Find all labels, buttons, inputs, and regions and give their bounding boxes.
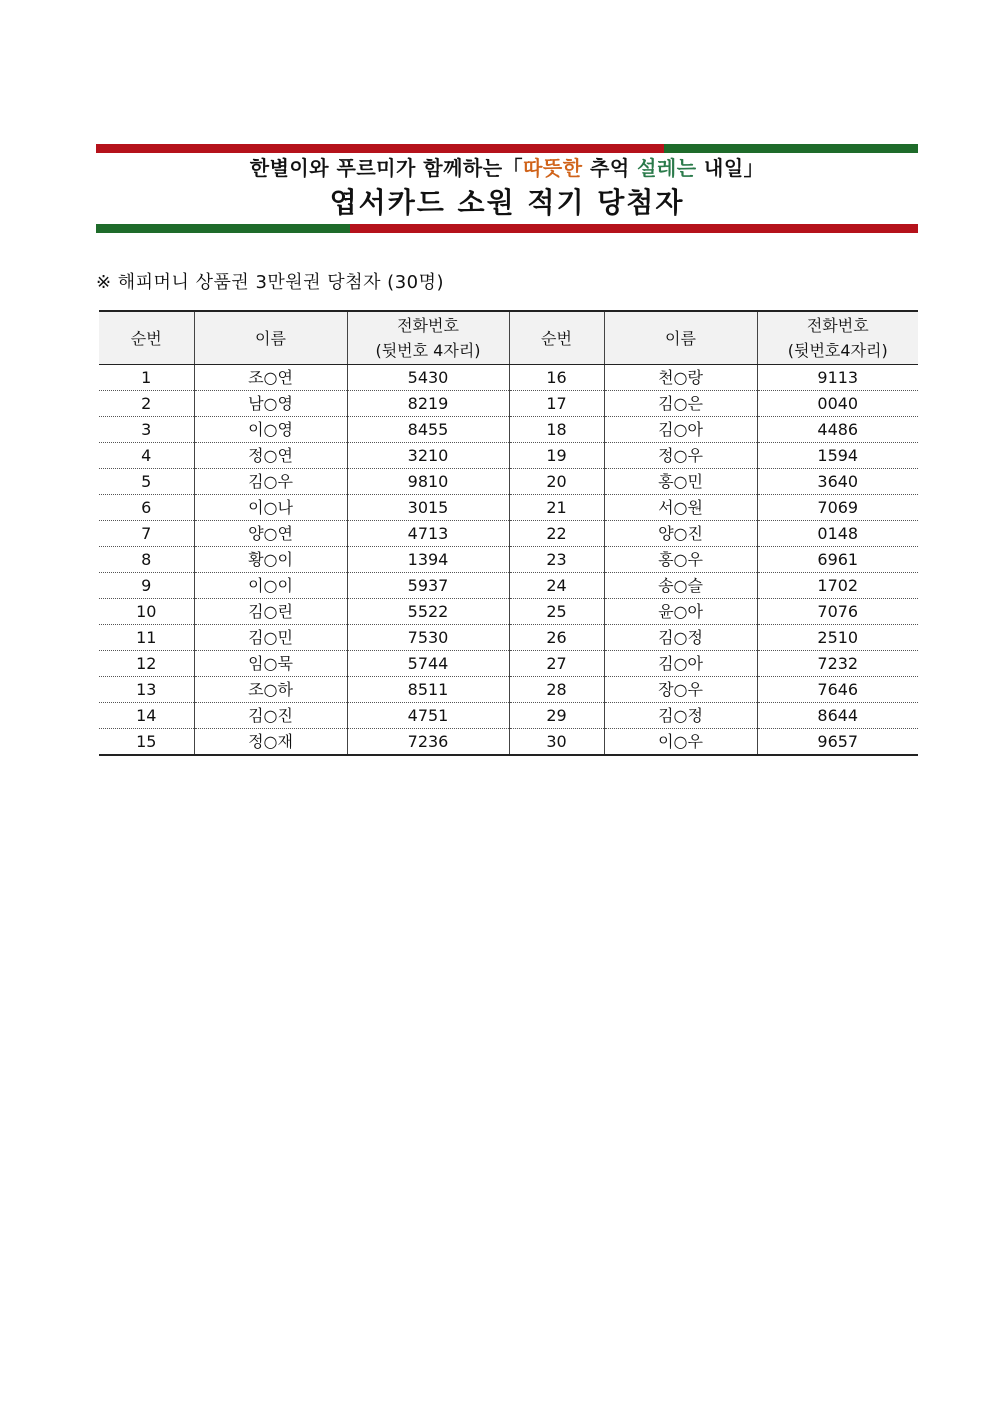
- winners-table-body: [99, 365, 918, 756]
- top-bar-red: [96, 144, 664, 153]
- name-cell: 홍○우: [604, 547, 757, 573]
- table-header-row: [99, 311, 918, 365]
- name-cell: 정○연: [194, 443, 347, 469]
- phone-cell: 7069: [757, 495, 918, 521]
- phone-cell: 3210: [347, 443, 509, 469]
- seq-cell: 29: [509, 703, 604, 729]
- name-cell: 김○정: [604, 625, 757, 651]
- name-cell: 김○진: [194, 703, 347, 729]
- phone-cell: 7236: [347, 729, 509, 756]
- name-cell: 김○은: [604, 391, 757, 417]
- name-cell: 송○슬: [604, 573, 757, 599]
- table-row: [99, 677, 918, 703]
- seq-cell: 15: [99, 729, 194, 756]
- seq-cell: 20: [509, 469, 604, 495]
- table-row: [99, 703, 918, 729]
- phone-cell: 8644: [757, 703, 918, 729]
- seq-cell: 7: [99, 521, 194, 547]
- seq-cell: 2: [99, 391, 194, 417]
- phone-cell: 5937: [347, 573, 509, 599]
- header-phone-line1: 전화번호: [397, 316, 459, 335]
- name-cell: 양○진: [604, 521, 757, 547]
- title-prefix: 한별이와 푸르미가 함께하는「: [249, 156, 524, 180]
- seq-cell: 4: [99, 443, 194, 469]
- bottom-bar-green: [96, 224, 350, 233]
- event-title: [96, 154, 918, 182]
- table-row: [99, 365, 918, 391]
- seq-cell: 24: [509, 573, 604, 599]
- seq-cell: 28: [509, 677, 604, 703]
- phone-cell: 7076: [757, 599, 918, 625]
- phone-cell: 5744: [347, 651, 509, 677]
- name-cell: 조○연: [194, 365, 347, 391]
- phone-cell: 2510: [757, 625, 918, 651]
- name-cell: 김○민: [194, 625, 347, 651]
- seq-cell: 6: [99, 495, 194, 521]
- header-name: 이름: [194, 311, 347, 365]
- name-cell: 이○우: [604, 729, 757, 756]
- name-cell: 윤○아: [604, 599, 757, 625]
- name-cell: 임○묵: [194, 651, 347, 677]
- seq-cell: 12: [99, 651, 194, 677]
- seq-cell: 10: [99, 599, 194, 625]
- table-row: [99, 729, 918, 756]
- table-row: [99, 547, 918, 573]
- table-row: [99, 599, 918, 625]
- phone-cell: 3640: [757, 469, 918, 495]
- phone-cell: 1394: [347, 547, 509, 573]
- page-title: 엽서카드 소원 적기 당첨자: [329, 186, 685, 219]
- seq-cell: 18: [509, 417, 604, 443]
- header-phone: [757, 311, 918, 365]
- name-cell: 김○아: [604, 417, 757, 443]
- header-phone-line2: (뒷번호 4자리): [375, 341, 481, 360]
- phone-cell: 1594: [757, 443, 918, 469]
- seq-cell: 13: [99, 677, 194, 703]
- name-cell: 황○이: [194, 547, 347, 573]
- header-seq: 순번: [99, 311, 194, 365]
- seq-cell: 16: [509, 365, 604, 391]
- name-cell: 남○영: [194, 391, 347, 417]
- phone-cell: 9657: [757, 729, 918, 756]
- table-row: [99, 391, 918, 417]
- seq-cell: 22: [509, 521, 604, 547]
- title-middle: 추억: [582, 156, 638, 180]
- table-row: [99, 443, 918, 469]
- phone-cell: 8511: [347, 677, 509, 703]
- name-cell: 양○연: [194, 521, 347, 547]
- seq-cell: 3: [99, 417, 194, 443]
- seq-cell: 30: [509, 729, 604, 756]
- table-row: [99, 495, 918, 521]
- seq-cell: 17: [509, 391, 604, 417]
- seq-cell: 26: [509, 625, 604, 651]
- title-suffix: 내일」: [696, 156, 765, 180]
- bottom-bar-red: [350, 224, 918, 233]
- phone-cell: 0148: [757, 521, 918, 547]
- name-cell: 이○영: [194, 417, 347, 443]
- phone-cell: 9810: [347, 469, 509, 495]
- name-cell: 김○우: [194, 469, 347, 495]
- seq-cell: 5: [99, 469, 194, 495]
- header-phone: [347, 311, 509, 365]
- name-cell: 이○나: [194, 495, 347, 521]
- name-cell: 홍○민: [604, 469, 757, 495]
- seq-cell: 11: [99, 625, 194, 651]
- header-name: 이름: [604, 311, 757, 365]
- name-cell: 서○원: [604, 495, 757, 521]
- seq-cell: 27: [509, 651, 604, 677]
- name-cell: 이○이: [194, 573, 347, 599]
- name-cell: 천○랑: [604, 365, 757, 391]
- phone-cell: 7530: [347, 625, 509, 651]
- seq-cell: 9: [99, 573, 194, 599]
- name-cell: 김○린: [194, 599, 347, 625]
- seq-cell: 1: [99, 365, 194, 391]
- phone-cell: 3015: [347, 495, 509, 521]
- name-cell: 조○하: [194, 677, 347, 703]
- header-phone-line2: (뒷번호4자리): [787, 341, 888, 360]
- table-row: [99, 417, 918, 443]
- title-orange-word: 따뜻한: [523, 156, 583, 180]
- phone-cell: 0040: [757, 391, 918, 417]
- seq-cell: 19: [509, 443, 604, 469]
- phone-cell: 4486: [757, 417, 918, 443]
- section-title: ※ 해피머니 상품권 3만원권 당첨자 (30명): [96, 272, 445, 293]
- table-row: [99, 651, 918, 677]
- name-cell: 장○우: [604, 677, 757, 703]
- name-cell: 정○우: [604, 443, 757, 469]
- phone-cell: 4713: [347, 521, 509, 547]
- phone-cell: 5522: [347, 599, 509, 625]
- seq-cell: 25: [509, 599, 604, 625]
- name-cell: 김○아: [604, 651, 757, 677]
- seq-cell: 8: [99, 547, 194, 573]
- table-row: [99, 625, 918, 651]
- phone-cell: 4751: [347, 703, 509, 729]
- name-cell: 김○정: [604, 703, 757, 729]
- phone-cell: 7232: [757, 651, 918, 677]
- table-row: [99, 521, 918, 547]
- header-seq: 순번: [509, 311, 604, 365]
- seq-cell: 23: [509, 547, 604, 573]
- phone-cell: 7646: [757, 677, 918, 703]
- title-green-word: 설레는: [637, 156, 697, 180]
- phone-cell: 6961: [757, 547, 918, 573]
- table-row: [99, 469, 918, 495]
- phone-cell: 8219: [347, 391, 509, 417]
- seq-cell: 14: [99, 703, 194, 729]
- phone-cell: 9113: [757, 365, 918, 391]
- winners-table: [99, 310, 918, 756]
- phone-cell: 1702: [757, 573, 918, 599]
- top-bar-green: [664, 144, 918, 153]
- table-row: [99, 573, 918, 599]
- header-phone-line1: 전화번호: [806, 316, 869, 335]
- seq-cell: 21: [509, 495, 604, 521]
- phone-cell: 5430: [347, 365, 509, 391]
- name-cell: 정○재: [194, 729, 347, 756]
- phone-cell: 8455: [347, 417, 509, 443]
